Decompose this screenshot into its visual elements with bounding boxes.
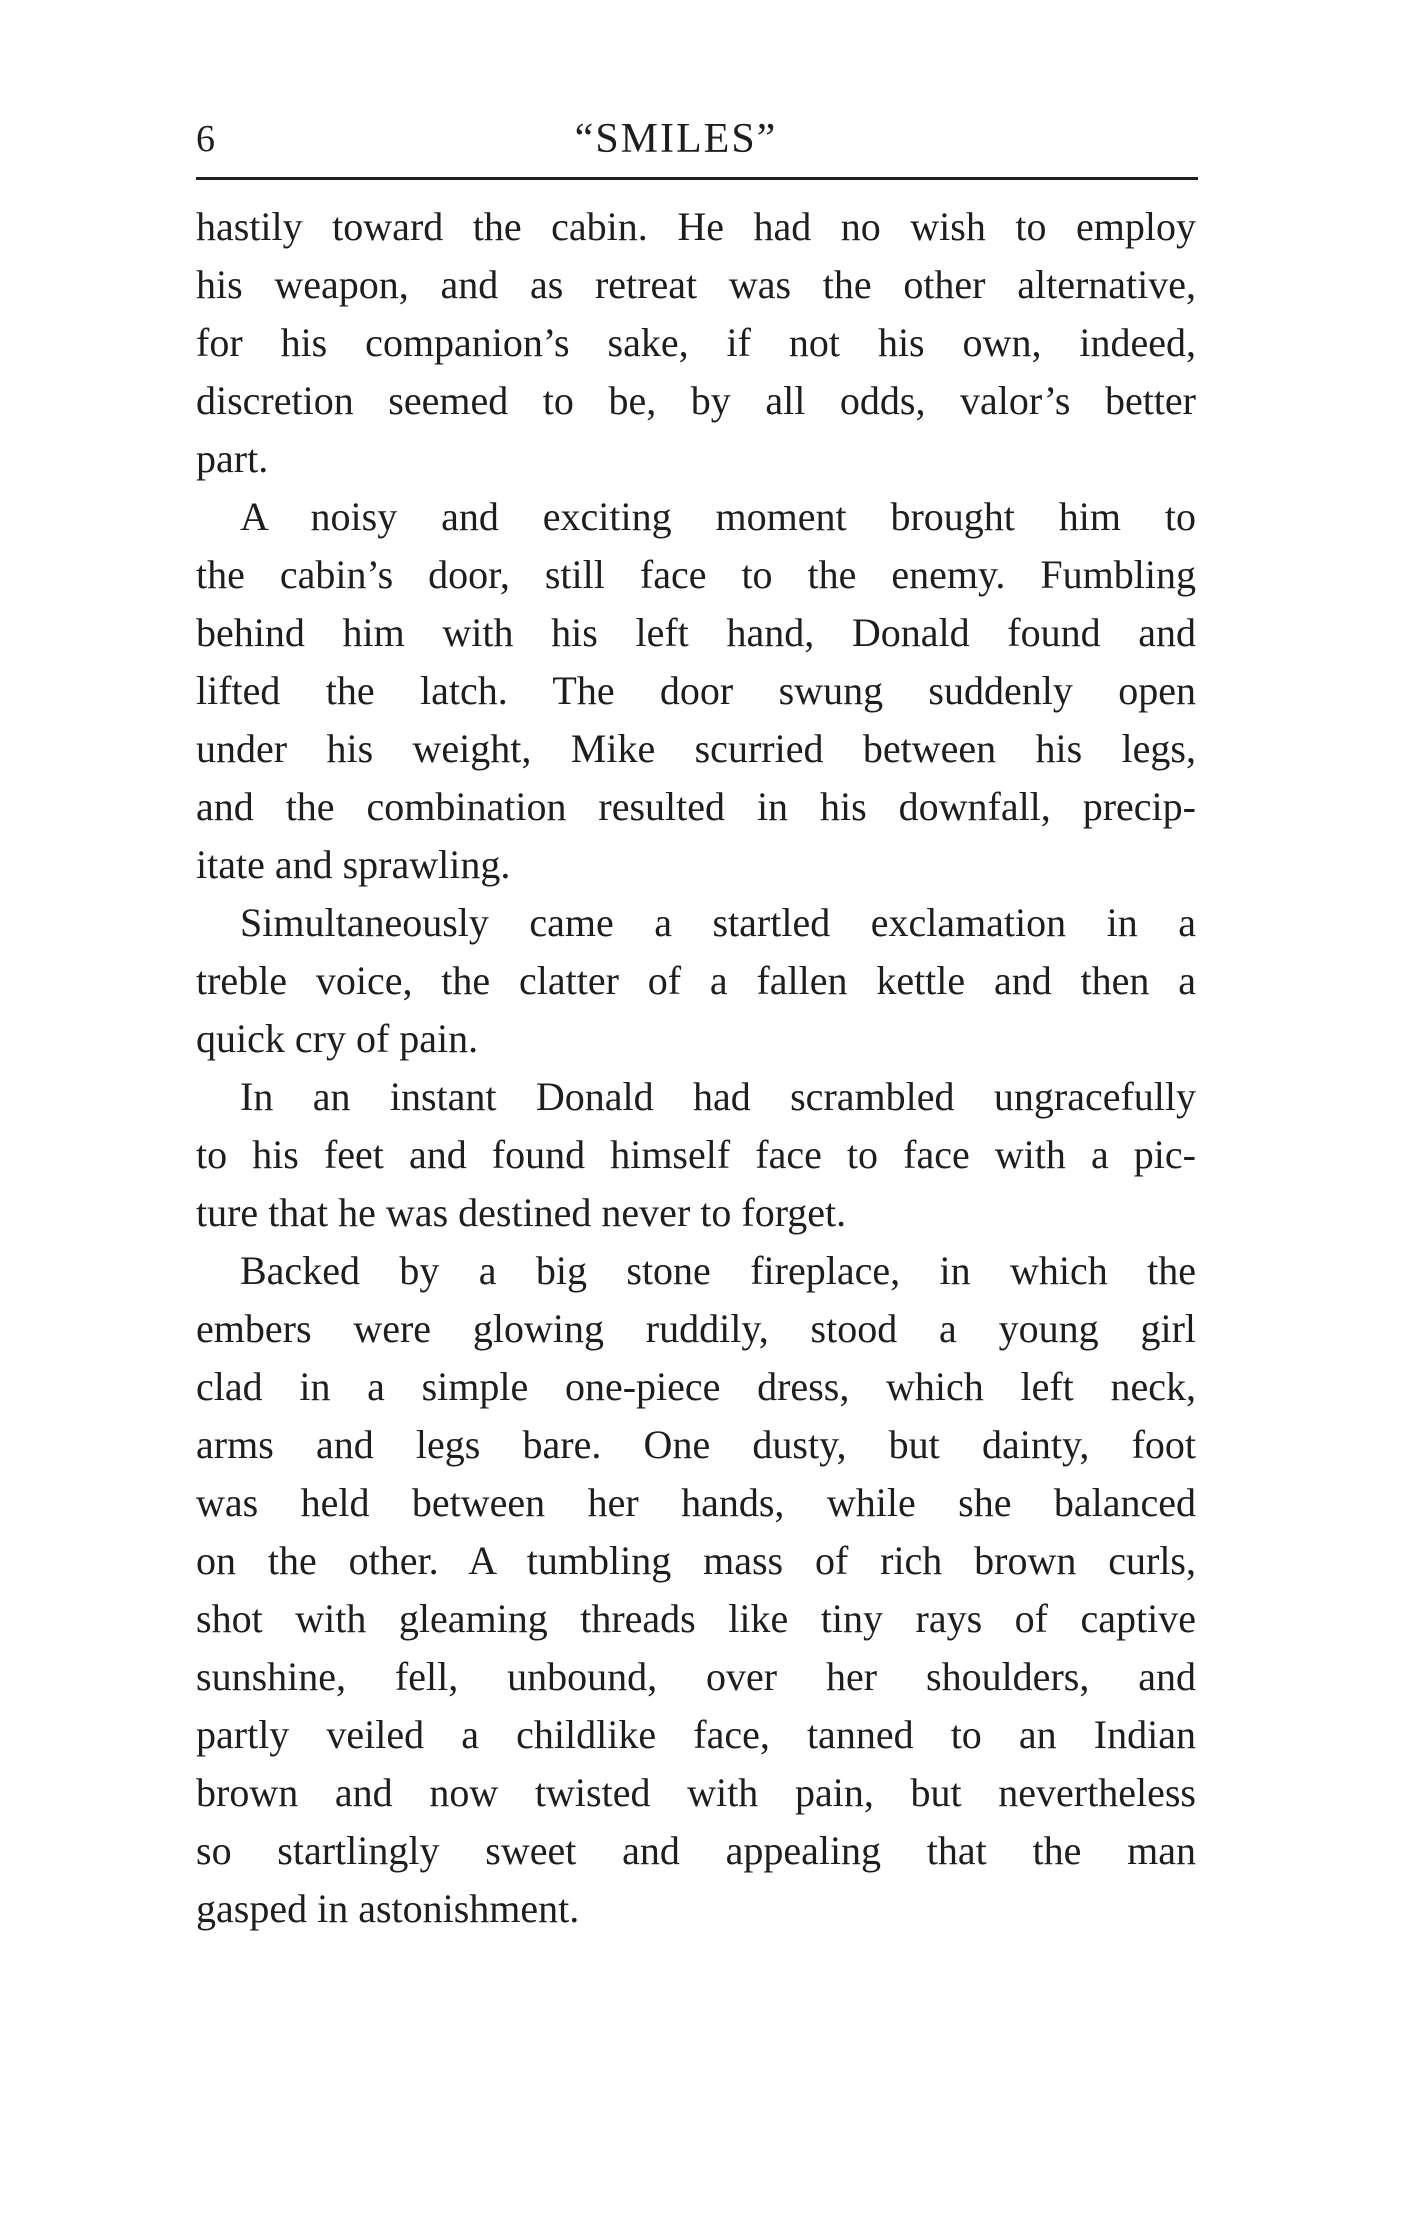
text-line: embers were glowing ruddily, stood a young girl	[196, 1306, 1196, 1351]
text-line: discretion seemed to be, by all odds, valor’s better	[196, 378, 1196, 423]
page-number: 6	[196, 118, 215, 160]
text-line: hastily toward the cabin. He had no wish to employ	[196, 204, 1196, 249]
text-line: so startlingly sweet and appealing that the man	[196, 1828, 1196, 1873]
text-line: sunshine, fell, unbound, over her shoulders, and	[196, 1654, 1196, 1699]
text-line: quick cry of pain.	[196, 1016, 479, 1061]
paragraph-first-line: Simultaneously came a startled exclamation in a	[240, 900, 1196, 945]
text-line: on the other. A tumbling mass of rich brown curls,	[196, 1538, 1196, 1583]
paragraph-first-line: Backed by a big stone fireplace, in which the	[240, 1248, 1196, 1293]
body-text	[196, 198, 1196, 1938]
text-line: part.	[196, 436, 269, 481]
text-line: clad in a simple one-piece dress, which left neck,	[196, 1364, 1196, 1409]
text-line: to his feet and found himself face to face with a pic-	[196, 1132, 1196, 1177]
text-line: shot with gleaming threads like tiny rays of captive	[196, 1596, 1196, 1641]
text-line: his weapon, and as retreat was the other alternative,	[196, 262, 1196, 307]
text-line: partly veiled a childlike face, tanned to an Indian	[196, 1712, 1196, 1757]
text-line: the cabin’s door, still face to the enemy. Fumbling	[196, 552, 1196, 597]
text-line: arms and legs bare. One dusty, but dainty, foot	[196, 1422, 1196, 1467]
text-line: under his weight, Mike scurried between his legs,	[196, 726, 1196, 771]
running-head: “SMILES”	[574, 116, 778, 162]
text-line: and the combination resulted in his downfall, precip-	[196, 784, 1196, 829]
text-line: ture that he was destined never to forget.	[196, 1190, 847, 1235]
text-line: brown and now twisted with pain, but nevertheless	[196, 1770, 1196, 1815]
text-line: lifted the latch. The door swung suddenly open	[196, 668, 1196, 713]
header-rule	[196, 177, 1198, 180]
text-line: itate and sprawling.	[196, 842, 511, 887]
text-line: gasped in astonishment.	[196, 1886, 580, 1931]
paragraph-first-line: A noisy and exciting moment brought him to	[240, 494, 1196, 539]
paragraph-first-line: In an instant Donald had scrambled ungracefully	[240, 1074, 1196, 1119]
text-line: treble voice, the clatter of a fallen kettle and then a	[196, 958, 1196, 1003]
text-line: for his companion’s sake, if not his own, indeed,	[196, 320, 1196, 365]
page-header	[196, 108, 1196, 170]
text-line: behind him with his left hand, Donald found and	[196, 610, 1196, 655]
text-line: was held between her hands, while she balanced	[196, 1480, 1196, 1525]
